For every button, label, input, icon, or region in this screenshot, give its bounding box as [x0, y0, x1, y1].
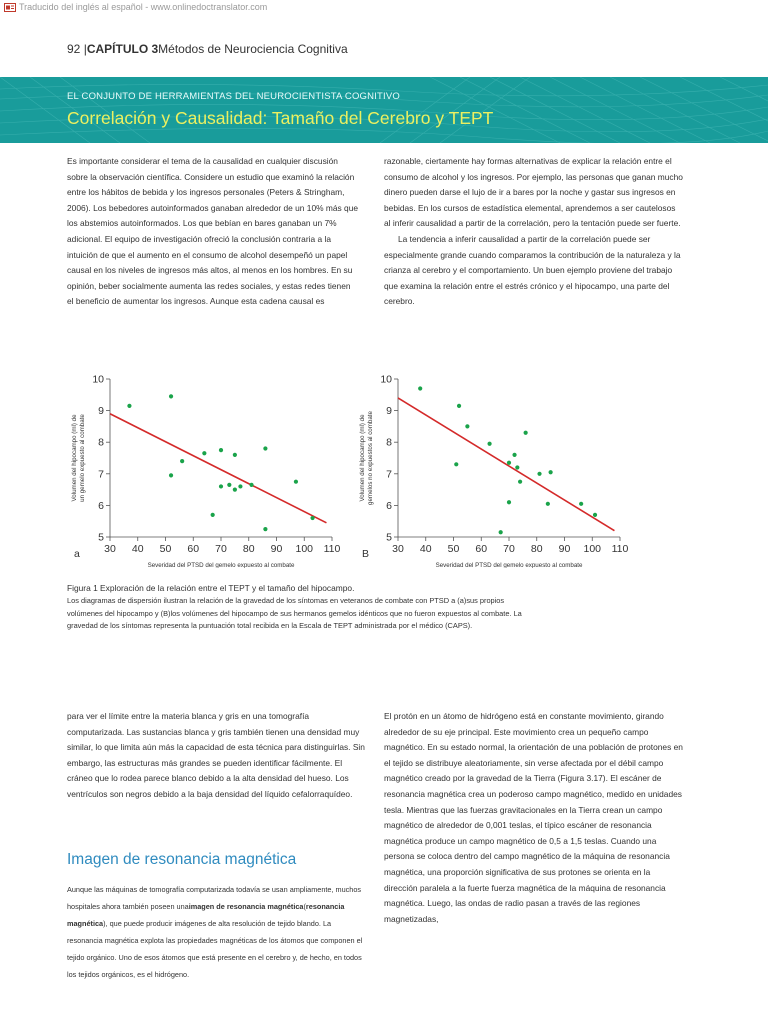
- x-tick-label: 100: [583, 543, 602, 555]
- data-point: [487, 442, 491, 446]
- y-tick-label: 7: [386, 468, 392, 481]
- x-axis-label: Severidad del PTSD del gemelo expuesto al combate: [435, 562, 583, 568]
- data-point: [579, 502, 583, 506]
- x-tick-label: 110: [323, 543, 341, 555]
- data-point: [263, 446, 267, 450]
- y-tick-label: 10: [92, 373, 104, 386]
- y-tick-label: 9: [386, 405, 392, 418]
- data-point: [457, 404, 461, 408]
- data-point: [549, 470, 553, 474]
- chapter-title: Métodos de Neurociencia Cognitiva: [158, 42, 348, 56]
- data-point: [546, 502, 550, 506]
- data-point: [249, 483, 253, 487]
- x-tick-label: 90: [558, 543, 571, 555]
- y-tick-label: 6: [98, 499, 104, 512]
- scatter-plot-a: [56, 364, 342, 568]
- key-term-mri-short: resonancia magnética: [67, 902, 345, 928]
- panel-label: a: [74, 548, 80, 560]
- y-tick-label: 8: [386, 436, 392, 449]
- y-axis-label: un gemelo expuesto al combate: [79, 414, 86, 502]
- x-tick-label: 80: [530, 543, 543, 555]
- data-point: [238, 484, 242, 488]
- x-tick-label: 30: [392, 543, 404, 555]
- paragraph: [67, 881, 367, 983]
- x-tick-label: 70: [503, 543, 515, 555]
- data-point: [263, 527, 267, 531]
- x-tick-label: 40: [419, 543, 432, 555]
- data-point: [507, 461, 511, 465]
- key-term-mri: imagen de resonancia magnética: [188, 902, 304, 911]
- y-tick-label: 10: [380, 373, 392, 386]
- data-point: [233, 488, 237, 492]
- data-point: [180, 459, 184, 463]
- paragraph: para ver el límite entre la materia blanca y gris en una tomografía computarizada. Las sustancias blanca y gris también tienen una densidad muy similar, lo que limita aún más la capacidad de esta técnica para distinguirlas. Sin embargo, las estructuras más grandes se pueden identificar fácilmente. El cráneo que lo rodea parece blanco debido a la alta densidad del hueso. Los ventrículos son negros debido a la baja densidad del líquido cefalorraquídeo.: [67, 711, 365, 799]
- data-point: [169, 394, 173, 398]
- body-column-4: [384, 709, 684, 927]
- data-point: [515, 465, 519, 469]
- data-point: [537, 472, 541, 476]
- x-tick-label: 70: [215, 543, 227, 555]
- y-axis-label: gemelos no expuestos al combate: [367, 411, 374, 505]
- data-point: [524, 431, 528, 435]
- mri-paragraph: [67, 881, 367, 983]
- x-tick-label: 110: [611, 543, 629, 555]
- running-head-separator: |: [83, 42, 87, 56]
- page-number: 92: [67, 42, 81, 56]
- data-point: [294, 480, 298, 484]
- figure-caption-title: Figura 1 Exploración de la relación entre el TEPT y el tamaño del hipocampo.: [67, 583, 355, 593]
- x-tick-label: 80: [242, 543, 255, 555]
- x-tick-label: 50: [159, 543, 172, 555]
- trend-line: [398, 398, 614, 531]
- paragraph: razonable, ciertamente hay formas alternativas de explicar la relación entre el consumo de alcohol y los ingresos. Por ejemplo, las personas que ganan mucho dinero pueden darse el lujo de ir a bares por la noche y gastar sus ingresos en bebidas. En los cursos de estadística elemental, aprendemos a ser cautelosos al inferir causalidad a partir de la correlación, pero la tentación puede ser fuerte.: [384, 156, 683, 229]
- y-tick-label: 8: [98, 436, 104, 449]
- mri-text-part-1: Aunque las máquinas de tomografía computarizada todavía se usan ampliamente, muchos hospitales ahora también poseen una: [67, 885, 362, 911]
- x-tick-label: 30: [104, 543, 116, 555]
- body-column-1: [67, 154, 359, 310]
- panel-label: B: [362, 548, 370, 560]
- x-axis-label: Severidad del PTSD del gemelo expuesto al combate: [147, 562, 295, 568]
- data-point: [219, 448, 223, 452]
- paragraph: Es importante considerar el tema de la causalidad en cualquier discusión sobre la observación científica. Considere un estudio que examinó la relación entre los hábitos de bebida y los ingresos personales (Peters & Stringham, 2006). Los bebedores autoinformados ganaban alrededor de un 10% más que los abstemios autoinformados. Los que bebían en bares ganaban un 7% adicional. El equipo de investigación ofreció la conclusión contraria a la intuición de que el aumento en el consumo de alcohol desempeñó un papel causal en los niveles de ingresos más altos, al menos en los hombres. En su opinión, beber socialmente aumenta las redes sociales, y estas redes tienen el beneficio de aumentar los ingresos. Aunque esta cadena causal es: [67, 156, 359, 307]
- y-tick-label: 6: [386, 499, 392, 512]
- body-column-3: [67, 709, 367, 803]
- data-point: [465, 424, 469, 428]
- data-point: [418, 386, 422, 390]
- data-point: [127, 404, 131, 408]
- y-tick-label: 9: [98, 405, 104, 418]
- y-tick-label: 7: [98, 468, 104, 481]
- figure-caption: [67, 582, 537, 633]
- data-point: [454, 462, 458, 466]
- scatter-plot-b: [344, 364, 630, 568]
- data-point: [233, 453, 237, 457]
- data-point: [211, 513, 215, 517]
- x-tick-label: 40: [131, 543, 144, 555]
- data-point: [227, 483, 231, 487]
- translator-note-text: Traducido del inglés al español - www.onlinedoctranslator.com: [19, 2, 268, 12]
- paragraph: La tendencia a inferir causalidad a partir de la correlación puede ser especialmente grande cuando comparamos la contribución de la naturaleza y la crianza al cerebro y el comportamiento. Un buen ejemplo proviene del trabajo que examina la relación entre el estrés crónico y el hipocampo, una parte del cerebro.: [384, 233, 681, 307]
- y-tick-label: 5: [98, 531, 104, 544]
- chapter-label: CAPÍTULO 3: [86, 42, 159, 56]
- x-tick-label: 60: [475, 543, 488, 555]
- translator-logo-icon: [4, 3, 16, 12]
- translator-note[interactable]: [4, 1, 267, 13]
- figure-caption-text: Los diagramas de dispersión ilustran la relación de la gravedad de los síntomas en veteranos de combate con PTSD a (a)sus propios volúmenes del hipocampo y (B)los volúmenes del hipocampo de sus hermanos gemelos idénticos que no fueron expuestos al combate. La gravedad de los síntomas representa la puntuación total recibida en la Escala de TEPT administrada por el médico (CAPS).: [67, 595, 522, 631]
- x-tick-label: 50: [447, 543, 460, 555]
- body-column-2: [384, 154, 684, 310]
- x-tick-label: 60: [187, 543, 200, 555]
- section-heading: Imagen de resonancia magnética: [67, 851, 297, 868]
- y-axis-label: Volumen del hipocampo (ml) de: [71, 414, 78, 502]
- data-point: [202, 451, 206, 455]
- data-point: [518, 480, 522, 484]
- data-point: [219, 484, 223, 488]
- data-point: [310, 516, 314, 520]
- data-point: [593, 513, 597, 517]
- running-head: [67, 42, 348, 56]
- y-tick-label: 5: [386, 531, 392, 544]
- y-axis-label-group: [359, 410, 374, 504]
- data-point: [507, 500, 511, 504]
- x-tick-label: 90: [270, 543, 283, 555]
- trend-line: [110, 414, 326, 523]
- paragraph: El protón en un átomo de hidrógeno está en constante movimiento, girando alrededor de su eje principal. Este movimiento crea un pequeño campo magnético. En su estado normal, la orientación de una población de protones en el tejido se distribuye aleatoriamente, sin verse afectada por el débil campo magnético creado por la gravedad de la Tierra (Figura 3.17). El escáner de resonancia magnética crea un poderoso campo magnético, medido en unidades tesla. Mientras que las fuerzas gravitacionales en la Tierra crean un campo magnético de alrededor de 0,001 teslas, el típico escáner de resonancia magnética produce un campo magnético de 0,5 a 1,5 teslas. Cuando una persona se coloca dentro del campo magnético de la máquina de resonancia magnética, una proporción significativa de sus protones se orienta en la dirección paralela a la fuerte fuerza magnética de la máquina de resonancia magnética. Luego, las ondas de radio pasan a través de las regiones magnetizadas,: [384, 711, 683, 924]
- data-point: [512, 453, 516, 457]
- y-axis-label: Volumen del hipocampo (ml) de: [359, 414, 366, 502]
- banner-kicker: EL CONJUNTO DE HERRAMIENTAS DEL NEUROCIENTISTA COGNITIVO: [67, 91, 401, 102]
- mri-text-part-3: ), que puede producir imágenes de alta resolución de tejido blando. La resonancia magnética explota las propiedades magnéticas de los átomos que componen el tejido orgánico. Uno de esos átomos que está presente en el cerebro y, de hecho, en todos los tejidos orgánicos, es el hidrógeno.: [67, 919, 363, 979]
- banner-title: Correlación y Causalidad: Tamaño del Cerebro y TEPT: [67, 108, 494, 128]
- data-point: [499, 530, 503, 534]
- data-point: [169, 473, 173, 477]
- mri-text-part-2: (: [303, 902, 306, 911]
- x-tick-label: 100: [295, 543, 314, 555]
- y-axis-label-group: [71, 414, 86, 502]
